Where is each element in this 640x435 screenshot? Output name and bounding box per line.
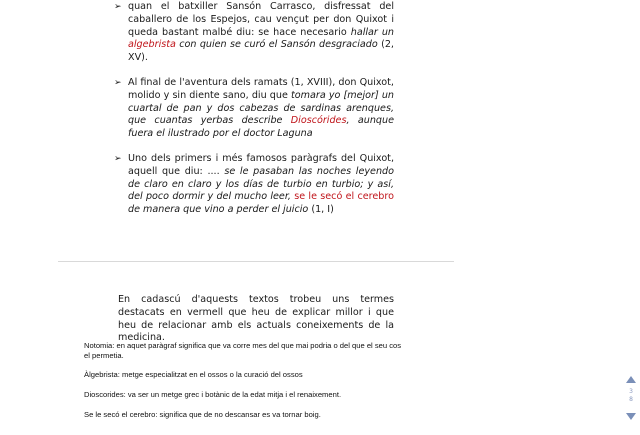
- highlighted-term-dioscorides: Dioscórides: [290, 115, 347, 127]
- bullet-reference: (1, I): [308, 204, 334, 216]
- bullet-quote: tomara yo [mejor] un cuartal de pan y dos cabezas de sardinas arenques, que cuantas yerbas describe: [128, 89, 394, 127]
- bullet-dioscorides: [114, 77, 394, 141]
- arrow-bullet-icon: ➢: [114, 2, 122, 12]
- bullet-text: Al final de l'aventura dels ramats (1, XVIII), don Quixot, molido y sin diente sano, diu que: [128, 77, 394, 101]
- total-page-count: 8: [629, 396, 633, 403]
- answer-note-dioscorides: Dioscorides: va ser un metge grec i botànic de la edat mitja i el renaixement.: [84, 390, 342, 399]
- arrow-bullet-icon: ➢: [114, 78, 122, 88]
- bullet-quote: , aunque fuera el ilustrado por el doctor Laguna: [128, 115, 394, 140]
- instruction-paragraph: En cadascú d'aquests textos trobeu uns termes destacats en vermell que heu de explicar millor i que heu de relacionar amb els actuals coneixements de la medicina.: [118, 294, 394, 344]
- bullet-quote: de manera que vino a perder el juicio: [128, 204, 309, 216]
- page-scroller[interactable]: [622, 376, 640, 424]
- bullet-secó-cerebro: [114, 153, 394, 217]
- highlighted-term-seco-cerebro: se le secó el cerebro: [294, 191, 394, 203]
- bullet-quote: hallar un: [350, 26, 395, 38]
- bullet-text: quan el batxiller Sansón Carrasco, disfressat del caballero de los Espejos, cau vençut per don Quixot i queda bastant malbé diu: se hace necesario: [128, 1, 394, 38]
- bullet-algebrista: [114, 1, 395, 65]
- current-page-number: 3: [629, 388, 633, 395]
- scroll-up-arrow-icon[interactable]: [626, 376, 636, 383]
- arrow-bullet-icon: ➢: [114, 154, 122, 164]
- scroll-down-arrow-icon[interactable]: [626, 413, 636, 420]
- answer-note-algebrista: Àlgebrista: metge especialitzat en el ossos o la curació del ossos: [84, 370, 303, 379]
- bullet-quote: se le pasaban las noches leyendo de claro en claro y los días de turbio en turbio; y así, del poco dormir y del mucho leer,: [128, 165, 394, 203]
- bullet-text: Uno dels primers i més famosos paràgrafs del Quixot, aquell que diu: ....: [128, 153, 394, 177]
- bullet-quote: con quien se curó el Sansón desgraciado: [175, 39, 378, 51]
- answer-note-notomia: Notomia: en aquet paràgraf significa que va corre mes del que mai podria o del que el seu cos el permetia.: [84, 341, 402, 360]
- answer-note-seco-cerebro: Se le secó el cerebro: significa que de no descansar es va tornar boig.: [84, 410, 321, 419]
- page-divider: [58, 261, 454, 262]
- bullet-reference: (2, XV).: [128, 39, 394, 64]
- highlighted-term-algebrista: algebrista: [128, 39, 176, 51]
